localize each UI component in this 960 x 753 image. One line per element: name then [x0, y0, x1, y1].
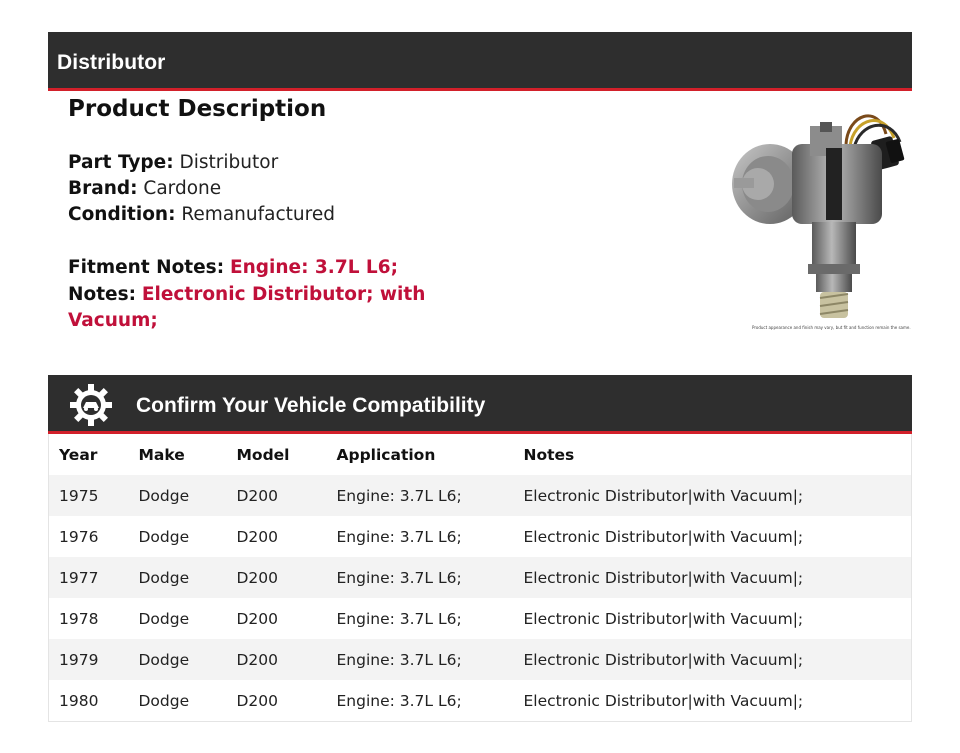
make-cell: Dodge	[138, 650, 190, 669]
application-cell: Engine: 3.7L L6;	[336, 691, 462, 710]
notes-label: Notes:	[68, 284, 136, 305]
brand-label: Brand:	[68, 178, 138, 199]
section-title: Distributor	[57, 51, 166, 74]
table-row	[49, 598, 912, 639]
notes-cell: Electronic Distributor|with Vacuum|;	[523, 691, 804, 710]
distributor-header	[48, 32, 912, 91]
make-cell: Dodge	[138, 486, 190, 505]
year-cell: 1977	[59, 568, 99, 587]
product-description-heading: Product Description	[68, 96, 327, 122]
make-cell: Dodge	[138, 609, 190, 628]
make-cell: Dodge	[138, 527, 190, 546]
compatibility-table	[48, 434, 912, 722]
gear-car-icon	[69, 383, 113, 427]
year-cell: 1975	[59, 486, 99, 505]
model-cell: D200	[236, 609, 279, 628]
part-type-value: Distributor	[179, 152, 279, 173]
brand-value: Cardone	[143, 178, 222, 199]
condition-label: Condition:	[68, 204, 176, 225]
fitment-value: Engine: 3.7L L6;	[229, 257, 398, 278]
column-header-year: Year	[59, 445, 98, 464]
part-type-label: Part Type:	[68, 152, 174, 173]
notes-value: Electronic Distributor; with	[141, 284, 426, 305]
brand-line	[68, 178, 221, 199]
year-cell: 1980	[59, 691, 99, 710]
year-cell: 1978	[59, 609, 99, 628]
model-cell: D200	[236, 527, 279, 546]
model-cell: D200	[236, 650, 279, 669]
application-cell: Engine: 3.7L L6;	[336, 486, 462, 505]
notes-cell: Electronic Distributor|with Vacuum|;	[523, 568, 804, 587]
table-row	[49, 680, 912, 722]
make-cell: Dodge	[138, 691, 190, 710]
fitment-label: Fitment Notes:	[68, 257, 225, 278]
image-caption: Product appearance and finish may vary, but fit and function remain the same.	[752, 325, 911, 330]
model-cell: D200	[236, 691, 279, 710]
notes-cell: Electronic Distributor|with Vacuum|;	[523, 609, 804, 628]
table-row	[49, 639, 912, 680]
application-cell: Engine: 3.7L L6;	[336, 609, 462, 628]
fitment-notes-line	[68, 257, 398, 278]
make-cell: Dodge	[138, 568, 190, 587]
notes-line	[68, 284, 425, 305]
column-header-notes: Notes	[523, 445, 575, 464]
application-cell: Engine: 3.7L L6;	[336, 650, 462, 669]
notes-cell: Electronic Distributor|with Vacuum|;	[523, 650, 804, 669]
column-header-application: Application	[336, 445, 436, 464]
column-header-model: Model	[236, 445, 290, 464]
table-header-row	[49, 434, 912, 475]
condition-line	[68, 204, 335, 225]
notes-cell: Electronic Distributor|with Vacuum|;	[523, 486, 804, 505]
model-cell: D200	[236, 486, 279, 505]
part-type-line	[68, 152, 278, 173]
condition-value: Remanufactured	[181, 204, 335, 225]
table-row	[49, 557, 912, 598]
distributor-product-image	[728, 104, 908, 332]
table-row	[49, 516, 912, 557]
section-title: Confirm Your Vehicle Compatibility	[136, 394, 486, 417]
column-header-make: Make	[138, 445, 185, 464]
compatibility-header	[48, 375, 912, 434]
notes-cell: Electronic Distributor|with Vacuum|;	[523, 527, 804, 546]
year-cell: 1979	[59, 650, 99, 669]
application-cell: Engine: 3.7L L6;	[336, 527, 462, 546]
notes-value-continued: Vacuum;	[68, 310, 158, 331]
table-row	[49, 475, 912, 516]
year-cell: 1976	[59, 527, 99, 546]
model-cell: D200	[236, 568, 279, 587]
application-cell: Engine: 3.7L L6;	[336, 568, 462, 587]
notes-line-2	[68, 310, 158, 331]
